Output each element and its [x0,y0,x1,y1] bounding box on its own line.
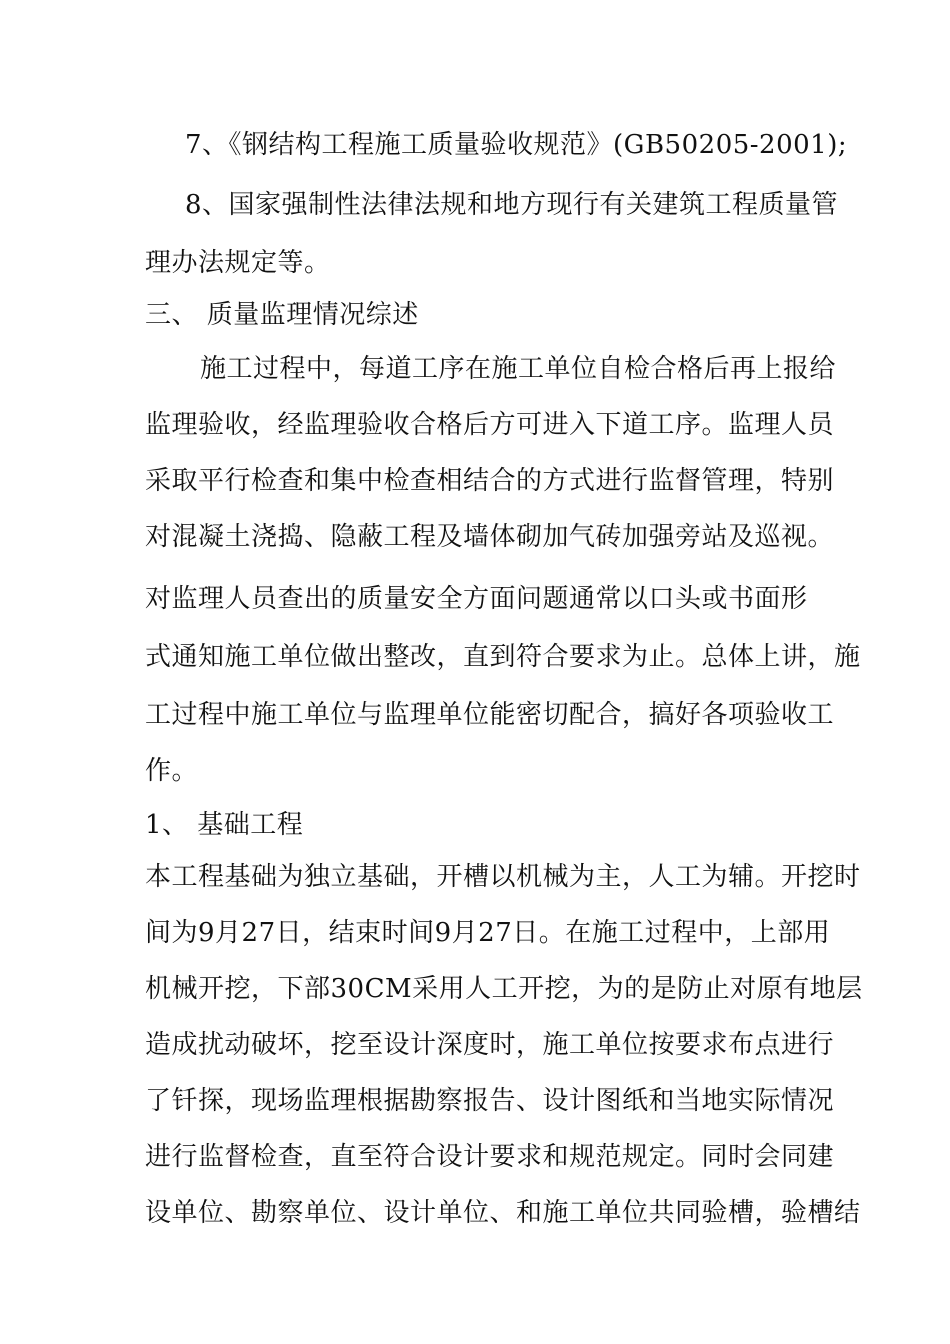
section-heading-3: 三、 质量监理情况综述 [145,300,419,330]
paragraph-line: 工过程中施工单位与监理单位能密切配合，搞好各项验收工 [145,700,835,730]
list-item-8: 8、国家强制性法律法规和地方现行有关建筑工程质量管 [185,190,839,220]
list-item-8-continuation: 理办法规定等。 [145,248,331,278]
paragraph-line: 监理验收，经监理验收合格后方可进入下道工序。监理人员 [145,410,835,440]
paragraph-line: 机械开挖，下部30CM采用人工开挖，为的是防止对原有地层 [145,974,863,1004]
paragraph-line: 间为9月27日，结束时间9月27日。在施工过程中，上部用 [145,918,831,948]
paragraph-line: 施工过程中，每道工序在施工单位自检合格后再上报给 [200,354,837,384]
paragraph-line: 采取平行检查和集中检查相结合的方式进行监督管理，特别 [145,466,835,496]
paragraph-line: 造成扰动破坏，挖至设计深度时，施工单位按要求布点进行 [145,1030,835,1060]
paragraph-line: 设单位、勘察单位、设计单位、和施工单位共同验槽，验槽结 [145,1198,861,1228]
paragraph-line: 对混凝土浇捣、隐蔽工程及墙体砌加气砖加强旁站及巡视。 [145,522,835,552]
paragraph-line: 进行监督检查，直至符合设计要求和规范规定。同时会同建 [145,1142,835,1172]
paragraph-line: 本工程基础为独立基础，开槽以机械为主，人工为辅。开挖时 [145,862,861,892]
paragraph-line: 作。 [145,756,199,786]
subsection-heading-1: 1、 基础工程 [145,810,304,840]
paragraph-line: 式通知施工单位做出整改，直到符合要求为止。总体上讲，施 [145,642,861,672]
list-item-7: 7、《钢结构工程施工质量验收规范》(GB50205-2001); [185,130,848,160]
paragraph-line: 了钎探，现场监理根据勘察报告、设计图纸和当地实际情况 [145,1086,835,1116]
paragraph-line: 对监理人员查出的质量安全方面问题通常以口头或书面形 [145,584,808,614]
